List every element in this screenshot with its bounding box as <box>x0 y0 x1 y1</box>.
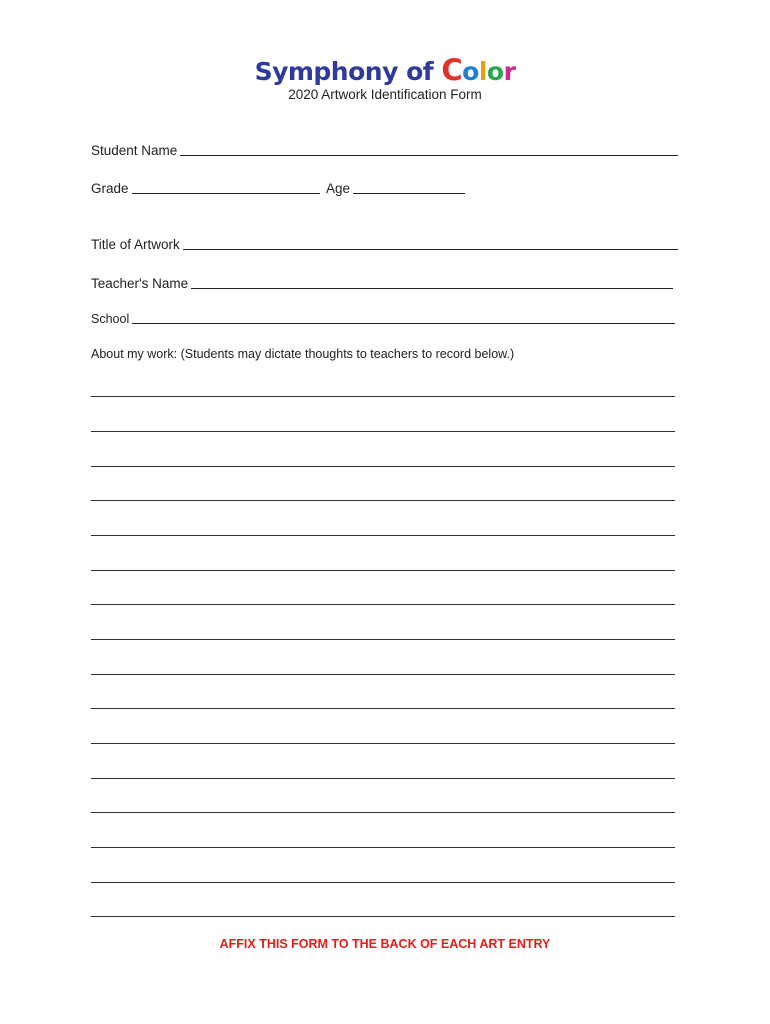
student-name-field[interactable] <box>91 143 678 158</box>
teachers-name-line[interactable] <box>191 287 673 289</box>
writing-line[interactable] <box>91 847 675 848</box>
age-line[interactable] <box>353 192 465 194</box>
about-my-work-prompt: About my work: (Students may dictate thoughts to teachers to record below.) <box>91 347 515 361</box>
logo-letter-r: r <box>503 57 516 86</box>
title-of-artwork-label: Title of Artwork <box>91 237 180 252</box>
teachers-name-label: Teacher's Name <box>91 276 189 291</box>
title-of-artwork-line[interactable] <box>183 248 678 250</box>
writing-line[interactable] <box>91 674 675 675</box>
affix-instruction: AFFIX THIS FORM TO THE BACK OF EACH ART ENTRY <box>219 937 551 951</box>
writing-line[interactable] <box>91 535 675 536</box>
writing-line[interactable] <box>91 431 675 432</box>
student-name-line[interactable] <box>180 154 678 156</box>
logo-letter-o1: o <box>462 57 479 86</box>
writing-line[interactable] <box>91 466 675 467</box>
writing-line[interactable] <box>91 708 675 709</box>
student-name-label: Student Name <box>91 143 178 158</box>
logo-letter-l: l <box>478 57 487 86</box>
title-of-artwork-field[interactable] <box>91 237 678 252</box>
writing-line[interactable] <box>91 778 675 779</box>
writing-line[interactable] <box>91 570 675 571</box>
logo-text-main: Symphony of <box>254 57 442 86</box>
grade-field[interactable] <box>91 181 320 196</box>
school-line[interactable] <box>132 322 675 324</box>
writing-line[interactable] <box>91 604 675 605</box>
school-label: School <box>91 312 130 326</box>
logo-letter-c: C <box>441 53 463 87</box>
writing-line[interactable] <box>91 812 675 813</box>
teachers-name-field[interactable] <box>91 276 673 291</box>
writing-line[interactable] <box>91 396 675 397</box>
school-field[interactable] <box>91 312 675 326</box>
grade-line[interactable] <box>132 192 320 194</box>
grade-label: Grade <box>91 181 129 196</box>
writing-line[interactable] <box>91 882 675 883</box>
writing-line[interactable] <box>91 916 675 917</box>
logo-letter-o2: o <box>486 57 504 86</box>
writing-line[interactable] <box>91 639 675 640</box>
age-label: Age <box>326 181 351 196</box>
form-subtitle: 2020 Artwork Identification Form <box>288 87 482 102</box>
symphony-of-color-logo <box>0 55 770 87</box>
age-field[interactable] <box>326 181 465 196</box>
writing-line[interactable] <box>91 743 675 744</box>
writing-line[interactable] <box>91 500 675 501</box>
